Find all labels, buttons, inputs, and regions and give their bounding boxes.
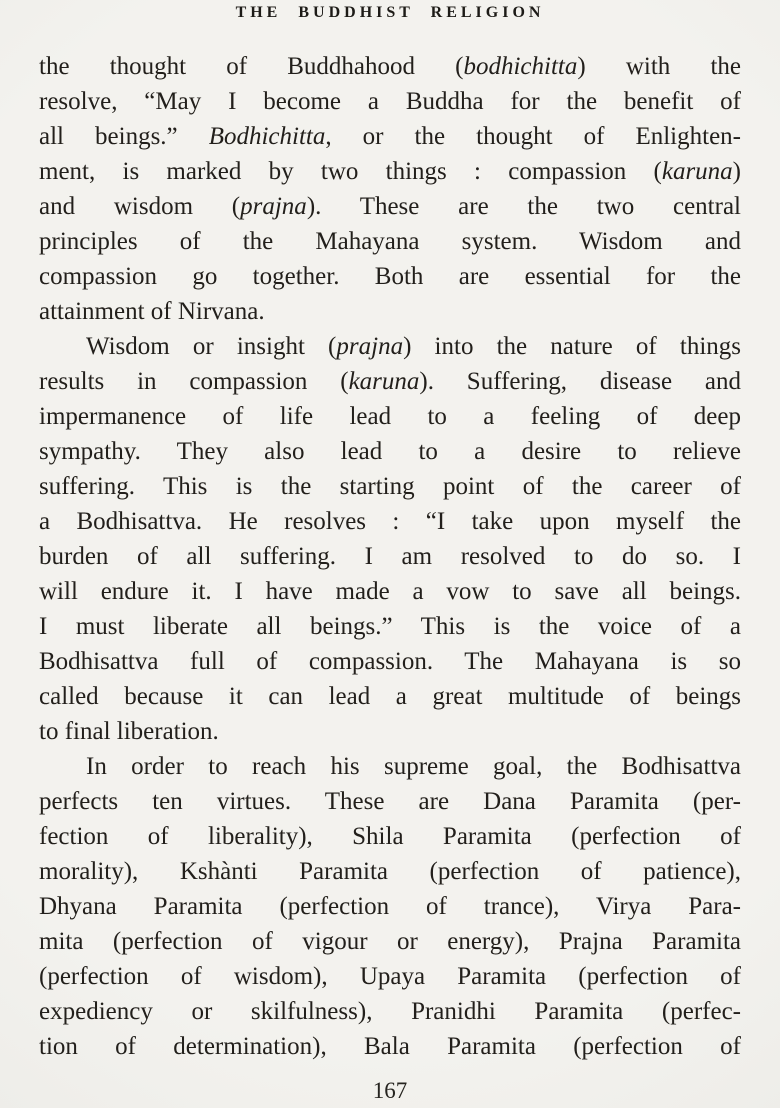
text-line: Bodhisattva full of compassion. The Mahayana is so bbox=[39, 648, 741, 675]
page-number: 167 bbox=[372, 1078, 408, 1103]
text-line: mita (perfection of vigour or energy), Prajna Paramita bbox=[39, 928, 741, 955]
text-line: Dhyana Paramita (perfection of trance), Virya Para- bbox=[39, 893, 741, 920]
text-line: impermanence of life lead to a feeling of deep bbox=[39, 403, 741, 430]
text-line: to final liberation. bbox=[39, 718, 219, 745]
text-line: and wisdom (prajna). These are the two central bbox=[39, 193, 741, 220]
text-line: perfects ten virtues. These are Dana Paramita (per- bbox=[39, 788, 741, 815]
text-line: attainment of Nirvana. bbox=[39, 298, 265, 325]
text-line: fection of liberality), Shila Paramita (perfection of bbox=[39, 823, 741, 850]
text-line: sympathy. They also lead to a desire to relieve bbox=[39, 438, 741, 465]
text-line: compassion go together. Both are essential for the bbox=[39, 263, 741, 290]
text-line: suffering. This is the starting point of the career of bbox=[39, 473, 741, 500]
text-line: results in compassion (karuna). Suffering, disease and bbox=[39, 368, 741, 395]
text-line: called because it can lead a great multitude of beings bbox=[39, 683, 741, 710]
body-text bbox=[39, 49, 741, 1064]
running-head: THE BUDDHIST RELIGION bbox=[235, 4, 545, 21]
text-line: morality), Kshànti Paramita (perfection of patience), bbox=[39, 858, 741, 885]
text-line: I must liberate all beings.” This is the voice of a bbox=[39, 613, 741, 640]
text-line: Wisdom or insight (prajna) into the nature of things bbox=[86, 333, 741, 360]
text-line: expediency or skilfulness), Pranidhi Paramita (perfec- bbox=[39, 998, 741, 1025]
text-line: will endure it. I have made a vow to save all beings. bbox=[39, 578, 741, 605]
paragraph bbox=[39, 329, 741, 749]
text-line: the thought of Buddhahood (bodhichitta) with the bbox=[39, 53, 741, 80]
text-line: principles of the Mahayana system. Wisdom and bbox=[39, 228, 741, 255]
text-line: In order to reach his supreme goal, the Bodhisattva bbox=[86, 753, 741, 780]
text-line: (perfection of wisdom), Upaya Paramita (perfection of bbox=[39, 963, 741, 990]
text-line: a Bodhisattva. He resolves : “I take upon myself the bbox=[39, 508, 741, 535]
text-line: burden of all suffering. I am resolved to do so. I bbox=[39, 543, 741, 570]
text-line: tion of determination), Bala Paramita (perfection of bbox=[39, 1033, 741, 1060]
text-line: all beings.” Bodhichitta, or the thought of Enlighten- bbox=[39, 123, 741, 150]
text-line: ment, is marked by two things : compassion (karuna) bbox=[39, 158, 741, 185]
paragraph bbox=[39, 49, 741, 329]
text-line: resolve, “May I become a Buddha for the benefit of bbox=[39, 88, 741, 115]
paragraph bbox=[39, 749, 741, 1064]
